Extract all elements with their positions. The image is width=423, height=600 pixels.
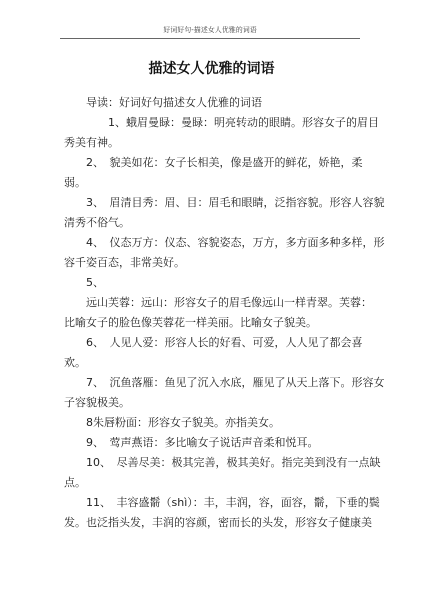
item-5-line-2: 比喻女子的脸色像芙蓉花一样美丽。比喻女子貌美。 xyxy=(64,316,317,329)
page-header: 好词好句-描述女人优雅的词语 xyxy=(163,26,257,34)
item-4-line-1: 4、 仪态万方：仪态、容貌姿态，万方，多方面多种多样，形 xyxy=(86,236,385,249)
item-1-line-1: 1、蛾眉曼睩：曼睩：明亮转动的眼睛。形容女子的眉目 xyxy=(108,116,379,129)
item-5-number: 5、 xyxy=(86,276,104,289)
item-10-line-1: 10、 尽善尽美：极其完善，极其美好。指完美到没有一点缺 xyxy=(86,456,381,469)
item-7-line-1: 7、 沉鱼落雁：鱼见了沉入水底，雁见了从天上落下。形容女 xyxy=(86,376,385,389)
item-11-line-2: 发。也泛指头发，丰润的容颜，密而长的头发，形容女子健康美 xyxy=(64,516,372,529)
item-8-line-1: 8朱唇粉面：形容女子貌美。亦指美女。 xyxy=(86,416,280,429)
item-6-line-2: 欢。 xyxy=(64,356,86,369)
item-7-line-2: 子容貌极美。 xyxy=(64,396,130,409)
item-5-line-1: 远山芙蓉：远山：形容女子的眉毛像远山一样青翠。芙蓉： xyxy=(86,296,372,309)
item-6-line-1: 6、 人见人爱：形容人长的好看、可爱，人人见了都会喜 xyxy=(86,336,363,349)
item-2-line-2: 弱。 xyxy=(64,176,86,189)
item-10-line-2: 点。 xyxy=(64,476,86,489)
item-4-line-2: 容千姿百态，非常美好。 xyxy=(64,256,185,269)
document-title: 描述女人优雅的词语 xyxy=(148,61,275,77)
item-1-line-2: 秀美有神。 xyxy=(64,136,119,149)
intro-line: 导读：好词好句描述女人优雅的词语 xyxy=(86,96,262,109)
item-3-line-1: 3、 眉清目秀：眉、目：眉毛和眼睛，泛指容貌。形容人容貌 xyxy=(86,196,385,209)
header-rule xyxy=(60,38,360,39)
item-3-line-2: 清秀不俗气。 xyxy=(64,216,130,229)
item-2-line-1: 2、 貌美如花：女子长相美，像是盛开的鲜花，娇艳，柔 xyxy=(86,156,363,169)
item-9-line-1: 9、 莺声燕语：多比喻女子说话声音柔和悦耳。 xyxy=(86,436,319,449)
item-11-line-1: 11、 丰容盛鬋（shì）：丰，丰润，容，面容，鬋，下垂的鬓 xyxy=(86,496,380,509)
